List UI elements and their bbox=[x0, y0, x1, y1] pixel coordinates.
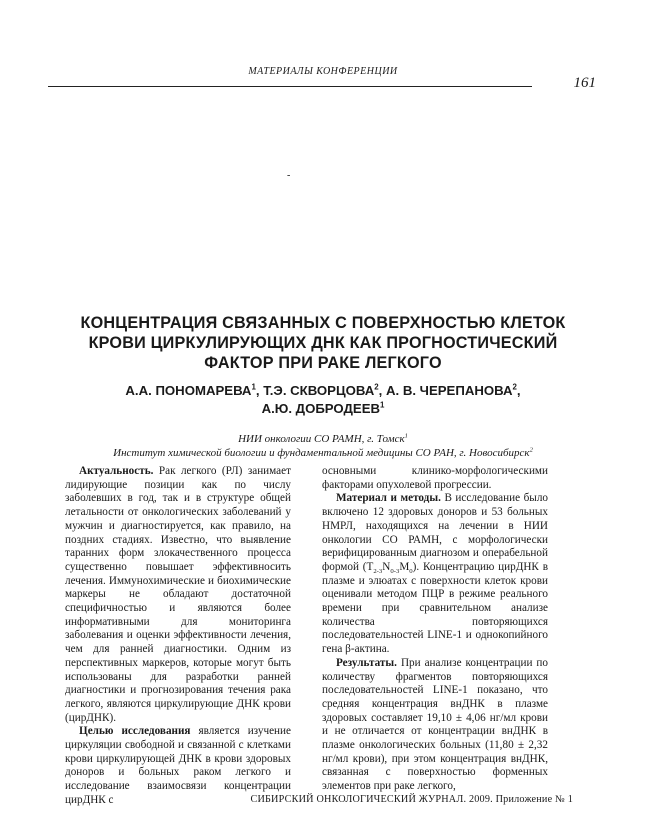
title-line: КРОВИ ЦИРКУЛИРУЮЩИХ ДНК КАК ПРОГНОСТИЧЕСКИЙ bbox=[88, 334, 558, 352]
paragraph-heading: Материал и методы. bbox=[336, 492, 441, 505]
author: А.Ю. ДОБРОДЕЕВ$^1$ bbox=[261, 400, 385, 416]
stray-dash: - bbox=[287, 170, 291, 181]
paragraph-heading: Актуальность. bbox=[79, 465, 154, 477]
right-column bbox=[322, 465, 548, 794]
paragraph-relevance: Актуальность. Рак легкого (РЛ) занимает лидирующие позиции как по числу заболевших в год, так и в структуре общей летальности от онкологических заболеваний у мужчин и диагностируется, как правило, на поздних стадиях. Известно, что выявление таранних форм злокачественного процесса существенно повышает эффективносить лечения. Иммунохимические и биохимические маркеры не обладают достаточной специфичностью и являются более информативными для мониторинга заболевания и оценки эффективности лечения, чем для ранней диагностики. Одним из перспективных маркеров, которые могут быть использованы для разработки ранней диагностики и прогнозирования течения рака легкого, являются циркулирующие ДНК крови (цирДНК). bbox=[65, 465, 291, 724]
author: А. В. ЧЕРЕПАНОВА$^2$, bbox=[385, 382, 521, 398]
title-line: ФАКТОР ПРИ РАКЕ ЛЕГКОГО bbox=[204, 354, 442, 372]
affiliation: Институт химической биологии и фундаментальной медицины СО РАН, г. Новосибирск$^2$ bbox=[113, 446, 533, 459]
paragraph-heading: Результаты. bbox=[336, 656, 397, 669]
affiliations bbox=[40, 432, 606, 460]
left-column bbox=[65, 465, 291, 808]
journal-footer: СИБИРСКИЙ ОНКОЛОГИЧЕСКИЙ ЖУРНАЛ. 2009. Приложение № 1 bbox=[250, 794, 573, 805]
paragraph-aim: Целью исследования является изучение циркуляции свободной и связанной с клетками крови циркулирующей ДНК в крови здоровых доноров и больных раком легкого и исследование взаимосвязи концентрации цирДНК с bbox=[65, 725, 291, 806]
author: А.А. ПОНОМАРЕВА$^1$, bbox=[125, 382, 264, 398]
paragraph-heading: Целью исследования bbox=[79, 725, 191, 738]
header-rule bbox=[48, 86, 532, 87]
running-head: МАТЕРИАЛЫ КОНФЕРЕНЦИИ bbox=[248, 66, 398, 77]
page-number: 161 bbox=[573, 75, 596, 91]
title-line: КОНЦЕНТРАЦИЯ СВЯЗАННЫХ С ПОВЕРХНОСТЬЮ КЛЕТОК bbox=[80, 314, 566, 332]
author: Т.Э. СКВОРЦОВА$^2$, bbox=[263, 382, 386, 398]
article-title bbox=[40, 313, 606, 373]
paragraph-results: Результаты. При анализе концентрации по количеству фрагментов повторяющихся последовательностей LINE-1 показано, что средняя концентрация внДНК в плазме здоровых составляет 19,10 ± 4,06 нг/мл крови и не отличается от концентрации внДНК в плазме онкологических больных (11,80 ± 2,32 нг/мл крови), при этом концентрация внДНК, связанная с поверхностью форменных элементов при раке легкого, bbox=[322, 656, 548, 793]
affiliation: НИИ онкологии СО РАМН, г. Томск$^1$ bbox=[238, 432, 408, 445]
paragraph-methods: Материал и методы. В исследование было включено 12 здоровых доноров и 53 больных НМРЛ, находящихся на лечении в НИИ онкологии СО РАМН, с морфологически верифицированным диагнозом и операбельной формой $(Т_{2-3}N_{0-3}M_0)$. Концентрацию цирДНК в плазме и элюатах с поверхности клеток крови оценивали методом ПЦР в режиме реального времени при сравнительном анализе количества повторяющихся последовательностей LINE-1 и однокопийного гена β-актина. bbox=[322, 492, 549, 656]
paragraph-aim-continued: основными клинико-морфологическими факторами опухолевой прогрессии. bbox=[322, 465, 548, 491]
authors bbox=[40, 382, 606, 418]
